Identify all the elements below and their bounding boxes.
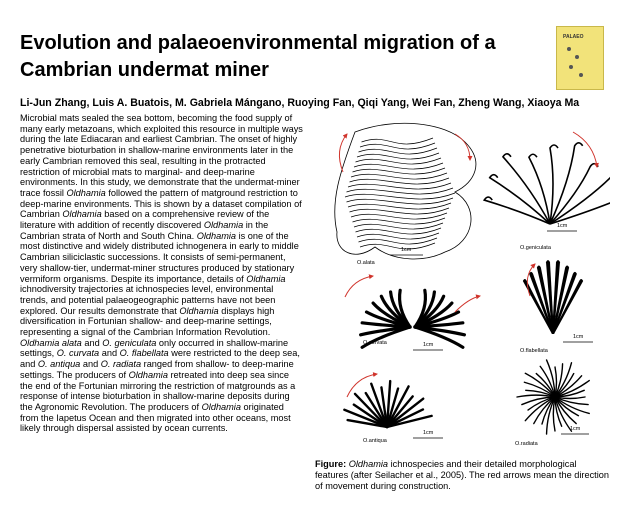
red-arrow (455, 134, 470, 160)
trace-stroke (357, 153, 439, 159)
trace-stroke (550, 193, 610, 224)
panel-label-o-alata: O.alata (357, 260, 375, 266)
trace-stroke (359, 238, 438, 244)
scale-label: 1cm (401, 247, 412, 253)
panel-label-o-curvata: O.curvata (363, 340, 387, 346)
trace-stroke (353, 168, 446, 174)
author-list: Li-Jun Zhang, Luis A. Buatois, M. Gabriela Mángano, Ruoying Fan, Qiqi Yang, Wei Fan, Zheng Wang, Xiaoya Ma (20, 97, 580, 109)
abstract-run: ranged from shallow- to deep-marine settings. The producers of (20, 359, 294, 380)
cover-dot (569, 65, 573, 69)
panel-o-curvata (345, 276, 480, 350)
abstract-run: only occurred in shallow-marine settings, (20, 337, 289, 359)
caption-label: Figure: (315, 459, 347, 469)
trace-stroke (350, 178, 450, 184)
trace-stroke (357, 233, 439, 239)
abstract-italic-term: Oldhamia alata (20, 337, 82, 348)
trace-stroke (351, 173, 447, 179)
trace-stroke (354, 163, 443, 169)
panel-o-antiqua (344, 374, 443, 444)
trace-stroke (550, 143, 583, 224)
trace-stroke (351, 213, 447, 219)
cover-dot (579, 73, 583, 77)
panel-o-geniculata (484, 132, 610, 251)
abstract-italic-term: Oldhamia (201, 401, 241, 412)
trace-stroke (356, 228, 442, 234)
abstract-run: followed the pattern of matground restriction to deep-marine environments. This is shown by a dataset compilation of Cambrian (20, 187, 302, 220)
scale-label: 1cm (423, 342, 434, 348)
scale-label: 1cm (570, 426, 581, 432)
trace-stroke (550, 175, 610, 224)
trace-stroke (359, 148, 438, 154)
abstract-run: displays high diversification in Fortunian shallow- and deep-marine settings, representing a signal of the Cambrian Information Revolution. (20, 305, 275, 338)
trace-stroke (347, 188, 454, 194)
abstract-run: retreated into deep sea since the end of the Fortunian mirroring the restriction of matgrounds as a response of intense bioturbation in shallow-marine deposits during the Agronomic Revolution. The producers of (20, 369, 296, 412)
trace-stroke (345, 193, 455, 199)
abstract-italic-term: Oldhamia (203, 220, 244, 231)
trace-stroke (348, 183, 451, 189)
cover-dot (567, 47, 571, 51)
scale-label: 1cm (423, 430, 434, 436)
panel-o-alata (335, 123, 476, 266)
abstract-italic-term: O. curvata (56, 348, 100, 359)
abstract-italic-term: O. radiata (100, 359, 142, 370)
abstract-run: and (99, 348, 120, 359)
cover-dot (575, 55, 579, 59)
trace-stroke (550, 145, 558, 224)
abstract-run: and (80, 359, 101, 370)
red-arrow (345, 276, 373, 297)
caption-genus: Oldhamia (348, 459, 389, 469)
paper-title: Evolution and palaeoenvironmental migration of a Cambrian undermat miner (20, 32, 496, 81)
panel-label-o-radiata: O.radiata (515, 441, 538, 447)
trace-stroke (354, 223, 443, 229)
trace-stroke (348, 203, 451, 209)
abstract-text (20, 113, 303, 434)
abstract-run: were restricted to the deep sea, and (20, 348, 300, 370)
red-arrow (573, 132, 597, 167)
geniculata-trace-lines (484, 143, 610, 224)
abstract-italic-term: Oldhamia (246, 273, 286, 284)
journal-cover-brand: PALAEO (563, 34, 584, 40)
abstract-italic-term: Oldhamia (196, 230, 237, 241)
abstract-run: ichnodiversity trajectories at ichnospecies level, environmental trends, and potential palaeogeographic patterns have not been explored. Our results demonstrate that (20, 284, 276, 316)
ichnospecies-figure (315, 112, 610, 457)
abstract-italic-term: Oldhamia (62, 209, 102, 220)
antiqua-trace-lines (344, 381, 431, 427)
panel-o-flabellata (520, 260, 593, 354)
panel-label-o-flabellata: O.flabellata (520, 348, 548, 354)
trace-stroke (503, 154, 550, 224)
scale-label: 1cm (557, 223, 568, 229)
abstract-italic-term: Oldhamia (128, 369, 168, 380)
trace-stroke (350, 208, 450, 214)
trace-stroke (347, 198, 454, 204)
panel-label-o-geniculata: O.geniculata (520, 245, 551, 251)
abstract-run: in the Cambrian strata of North and South China. (20, 220, 269, 241)
alata-trace-lines (345, 138, 455, 249)
abstract-italic-term: Oldhamia (66, 187, 106, 198)
trace-stroke (356, 158, 442, 164)
trace-stroke (490, 175, 550, 224)
figure-caption (315, 459, 610, 492)
panel-o-radiata (515, 360, 589, 447)
abstract-run: is one of the most distinctive and widely distributed ichnogenera in early to middle Cambrian siliciclastic successions. It consists of semi-permanent, very shallow-tier, undermat-miner structures produced by stationary vermiform organisms. Despite its importance, details of (20, 230, 299, 284)
red-arrow (455, 296, 480, 312)
abstract-italic-term: O. flabellata (119, 348, 169, 359)
abstract-run: originated from the Iapetus Ocean and then migrated into other oceans, most likely through dispersal assisted by ocean currents. (20, 401, 291, 434)
abstract-run: Microbial mats sealed the sea bottom, becoming the food supply of many early metazoans, which exploited this resource in multiple ways during the late Ediacaran and earliest Cambrian. The onset of highly penetrative bioturbation in shallow-marine environments later in the early Cambrian removed this seal, resulting in the protracted restriction of microbial mats to marginal- and deep-marine environments. In this study, we demonstrate that the undermat-miner trace fossil (20, 113, 303, 198)
abstract-run: based on a comprehensive review of the literature with addition of recently discovered (20, 209, 270, 231)
journal-cover-thumbnail (556, 26, 604, 90)
caption-text: ichnospecies and their detailed morphological features (after Seilacher et al., 2005). The red arrows mean the direction of movement during construction. (315, 459, 609, 491)
trace-stroke (353, 218, 446, 224)
trace-stroke (360, 143, 435, 149)
abstract-italic-term: O. geniculata (102, 337, 157, 348)
scale-label: 1cm (573, 334, 584, 340)
abstract-italic-term: O. antiqua (37, 359, 81, 370)
panel-label-o-antiqua: O.antiqua (363, 438, 387, 444)
trace-stroke (484, 197, 550, 224)
flabellata-trace-lines (523, 260, 583, 334)
abstract-run: and (81, 337, 103, 348)
trace-stroke (362, 138, 434, 144)
curvata-trace-lines (361, 290, 465, 347)
abstract-italic-term: Oldhamia (179, 305, 219, 316)
trace-stroke (360, 243, 435, 249)
radiata-trace-lines (517, 360, 589, 434)
